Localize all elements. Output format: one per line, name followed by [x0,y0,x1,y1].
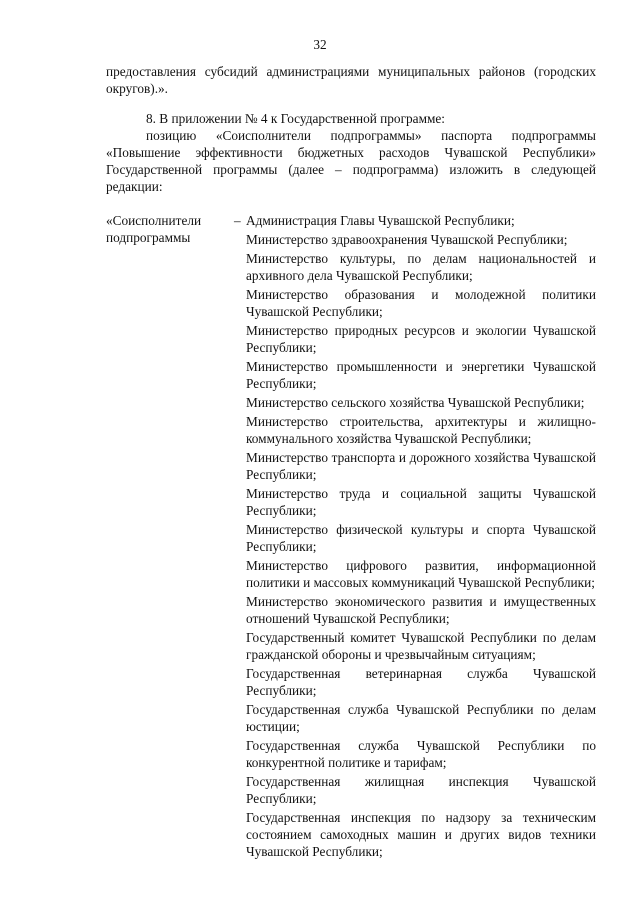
list-item: Государственная служба Чувашской Республики по конкурентной политике и тарифам; [246,738,596,770]
co-executors-label: «Соисполнители подпрограммы [106,213,202,245]
page-number: 32 [313,37,327,52]
item-8-block [106,110,596,195]
list-item: Министерство сельского хозяйства Чувашской Республики; [246,395,585,410]
list-item: Министерство физической культуры и спорта Чувашской Республики; [246,522,596,554]
list-item: Министерство цифрового развития, информационной политики и массовых коммуникаций Чувашской Республики; [246,558,596,590]
list-item: Министерство строительства, архитектуры и жилищно-коммунального хозяйства Чувашской Республики; [246,414,596,446]
item-8-body: позицию «Соисполнители подпрограммы» паспорта подпрограммы «Повышение эффективности бюджетных расходов Чувашской Республики» Государственной программы (далее – подпрограмма) изложить в следующей редакции: [106,128,596,194]
list-item: Министерство культуры, по делам национальностей и архивного дела Чувашской Республики; [246,251,596,283]
list-item: Министерство транспорта и дорожного хозяйства Чувашской Республики; [246,450,596,482]
list-item: Министерство здравоохранения Чувашской Республики; [246,232,568,247]
table-dash: – [234,213,241,228]
list-item: Государственная инспекция по надзору за техническим состоянием самоходных машин и других видов техники Чувашской Республики; [246,810,596,859]
list-item: Государственная служба Чувашской Республики по делам юстиции; [246,702,596,734]
co-executors-list [246,212,596,862]
list-item: Министерство образования и молодежной политики Чувашской Республики; [246,287,596,319]
list-item: Государственный комитет Чувашской Республики по делам гражданской обороны и чрезвычайным ситуациям; [246,630,596,662]
list-item: Министерство природных ресурсов и экологии Чувашской Республики; [246,323,596,355]
list-item: Министерство промышленности и энергетики Чувашской Республики; [246,359,596,391]
list-item: Администрация Главы Чувашской Республики; [246,213,515,228]
item-8-heading: 8. В приложении № 4 к Государственной программе: [146,111,446,126]
list-item: Государственная жилищная инспекция Чувашской Республики; [246,774,596,806]
intro-paragraph: предоставления субсидий администрациями муниципальных районов (городских округов).». [106,64,596,96]
list-item: Министерство труда и социальной защиты Чувашской Республики; [246,486,596,518]
list-item: Министерство экономического развития и имущественных отношений Чувашской Республики; [246,594,596,626]
list-item: Государственная ветеринарная служба Чувашской Республики; [246,666,596,698]
